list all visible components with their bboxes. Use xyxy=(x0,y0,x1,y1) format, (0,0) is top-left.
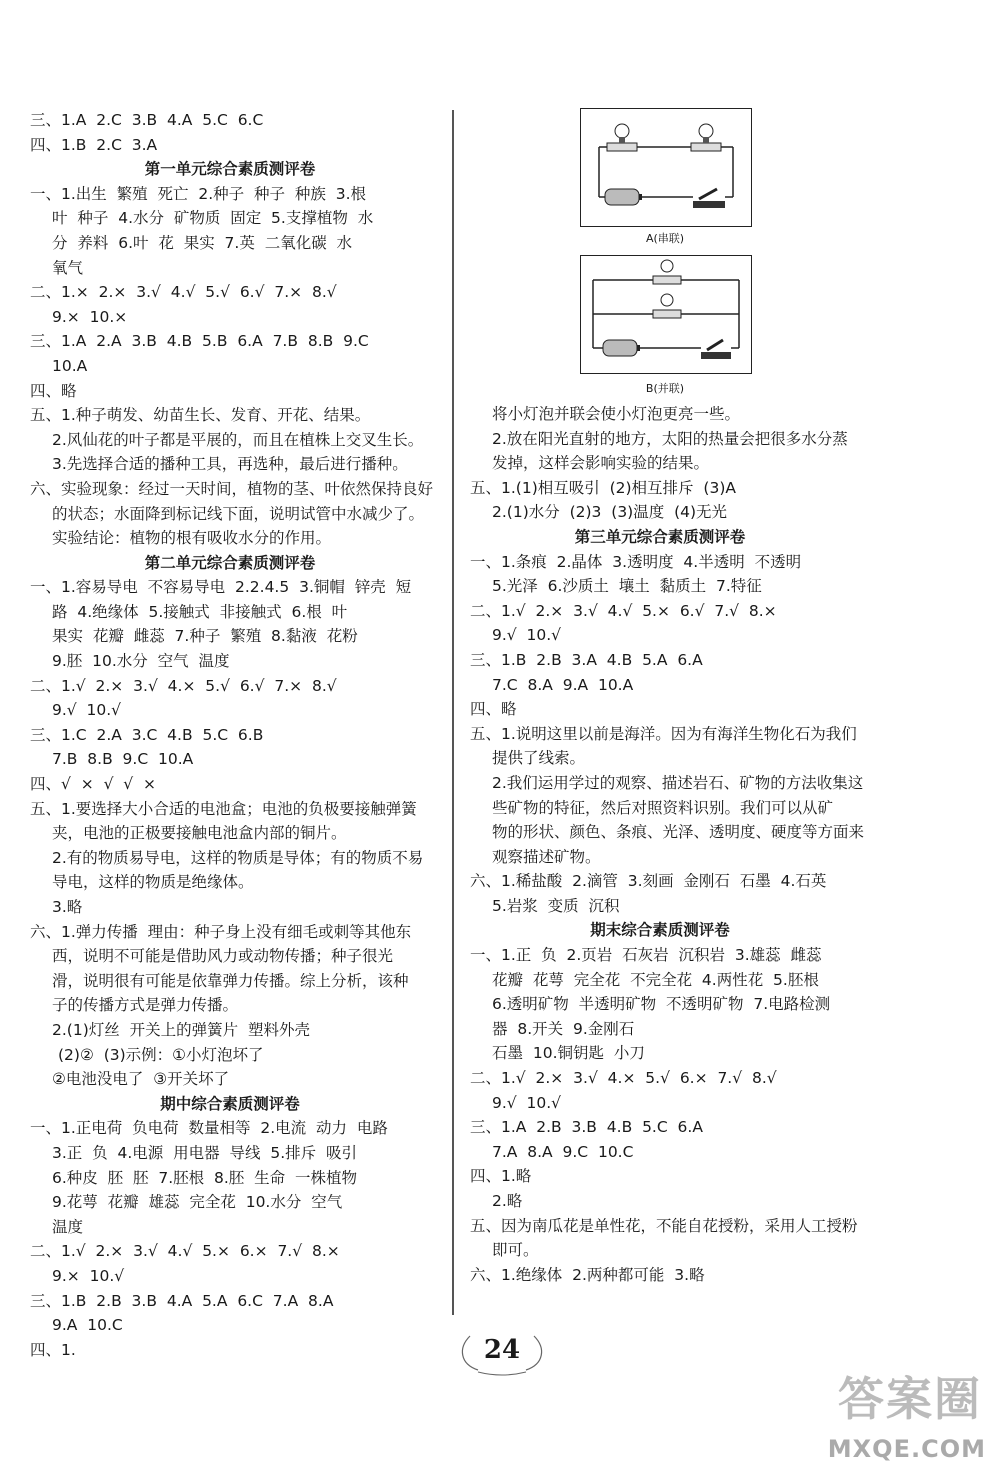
left-answer-line: 分 养料 6.叶 花 果实 7.英 二氧化碳 水 xyxy=(52,233,353,252)
right-answer-line: 花瓣 花萼 完全花 不完全花 4.两性花 5.胚根 xyxy=(492,970,819,989)
left-answer-line: 导电，这样的物质是绝缘体。 xyxy=(52,873,254,892)
left-answer-line: 3.先选择合适的播种工具，再选种，最后进行播种。 xyxy=(52,455,408,474)
left-answer-line: 子的传播方式是弹力传播。 xyxy=(52,996,239,1015)
left-answer-line: 9.A 10.C xyxy=(52,1316,123,1335)
right-answer-line: 些矿物的特征，然后对照资料识别。我们可以从矿 xyxy=(492,798,834,817)
left-answer-line: 滑，说明很有可能是依靠弹力传播。综上分析，该种 xyxy=(52,971,409,990)
column-divider xyxy=(452,110,454,1315)
left-answer-line: 二、1.× 2.× 3.√ 4.√ 5.√ 6.√ 7.× 8.√ xyxy=(30,283,337,302)
right-answer-line: 5.光泽 6.沙质土 壤土 黏质土 7.特征 xyxy=(492,577,762,596)
right-answer-line: 发掉，这样会影响实验的结果。 xyxy=(492,454,710,473)
right-answer-line: 2.略 xyxy=(492,1192,523,1210)
right-answer-line: 一、1.正 负 2.页岩 石灰岩 沉积岩 3.雄蕊 雌蕊 xyxy=(470,946,822,965)
right-answer-line: 四、略 xyxy=(470,700,517,719)
left-answer-line: 二、1.√ 2.× 3.√ 4.√ 5.× 6.× 7.√ 8.× xyxy=(30,1242,340,1261)
left-answer-line: 夹，电池的正极要接触电池盒内部的铜片。 xyxy=(52,824,347,843)
series-caption: A(串联) xyxy=(645,232,685,245)
left-answer-line: 9.胚 10.水分 空气 温度 xyxy=(52,652,230,671)
right-answer-line: 三、1.B 2.B 3.A 4.B 5.A 6.A xyxy=(470,650,703,669)
right-answer-line: 五、因为南瓜花是单性花，不能自花授粉，采用人工授粉 xyxy=(470,1216,858,1235)
series-circuit-drawing xyxy=(581,109,751,226)
right-answer-line: 6.透明矿物 半透明矿物 不透明矿物 7.电路检测 xyxy=(492,995,831,1014)
right-section-heading: 期末综合素质测评卷 xyxy=(590,921,730,940)
left-answer-line: 四、1.B 2.C 3.A xyxy=(30,135,158,154)
left-answer-line: 一、1.出生 繁殖 死亡 2.种子 种子 种族 3.根 xyxy=(30,184,366,203)
left-answer-line: 3.正 负 4.电源 用电器 导线 5.排斥 吸引 xyxy=(52,1143,357,1162)
left-answer-line: 3.略 xyxy=(52,898,83,916)
right-answer-line: 5.岩浆 变质 沉积 xyxy=(492,896,620,915)
left-answer-line: 的状态；水面降到标记线下面，说明试管中水减少了。 xyxy=(52,504,425,523)
right-answer-line: 观察描述矿物。 xyxy=(492,847,601,866)
left-answer-line: 2.(1)灯丝 开关上的弹簧片 塑料外壳 xyxy=(52,1020,310,1039)
left-answer-line: 二、1.√ 2.× 3.√ 4.× 5.√ 6.√ 7.× 8.√ xyxy=(30,676,337,695)
left-section-heading: 期中综合素质测评卷 xyxy=(160,1094,300,1113)
right-answer-line: 9.√ 10.√ xyxy=(492,626,562,645)
left-answer-line: 2.风仙花的叶子都是平展的，而且在植株上交叉生长。 xyxy=(52,430,424,449)
right-answer-line: 六、1.绝缘体 2.两种都可能 3.略 xyxy=(470,1265,705,1284)
right-answer-line: 五、1.说明这里以前是海洋。因为有海洋生物化石为我们 xyxy=(470,724,857,743)
left-answer-line: (2)② (3)示例：①小灯泡坏了 xyxy=(58,1045,264,1064)
parallel-caption: B(并联) xyxy=(645,382,685,395)
page-number: 24 xyxy=(483,1335,521,1365)
right-column xyxy=(470,402,865,1287)
left-answer-line: 四、√ × √ √ × xyxy=(30,775,157,794)
right-answer-line: 物的形状、颜色、条痕、光泽、透明度、硬度等方面来 xyxy=(492,823,865,842)
left-answer-line: 叶 种子 4.水分 矿物质 固定 5.支撑植物 水 xyxy=(52,209,374,228)
left-answer-line: 9.× 10.√ xyxy=(52,1266,125,1285)
left-answer-line: 9.√ 10.√ xyxy=(52,701,122,720)
left-answer-line: 三、1.A 2.C 3.B 4.A 5.C 6.C xyxy=(30,111,264,129)
right-answer-line: 提供了线索。 xyxy=(492,749,586,768)
right-answer-line: 9.√ 10.√ xyxy=(492,1093,562,1112)
parallel-circuit-diagram xyxy=(580,255,752,374)
right-answer-line: 六、1.稀盐酸 2.滴管 3.刻画 金刚石 石墨 4.石英 xyxy=(470,872,827,891)
right-answer-line: 器 8.开关 9.金刚石 xyxy=(492,1019,635,1038)
right-section-heading: 第三单元综合素质测评卷 xyxy=(574,527,746,546)
right-answer-line: 石墨 10.铜钥匙 小刀 xyxy=(492,1044,645,1063)
right-answer-line: 五、1.(1)相互吸引 (2)相互排斥 (3)A xyxy=(470,478,736,497)
series-circuit-diagram xyxy=(580,108,752,227)
left-answer-line: 果实 花瓣 雌蕊 7.种子 繁殖 8.黏液 花粉 xyxy=(52,627,358,646)
left-answer-line: 实验结论：植物的根有吸收水分的作用。 xyxy=(52,529,332,548)
left-answer-line: 7.B 8.B 9.C 10.A xyxy=(52,750,194,769)
left-answer-line: 氧气 xyxy=(52,258,84,277)
left-answer-line: 西，说明不可能是借助风力或动物传播；种子很光 xyxy=(52,947,394,966)
left-answer-line: 10.A xyxy=(52,356,88,375)
left-column xyxy=(30,108,434,1362)
right-answer-line: 二、1.√ 2.× 3.√ 4.× 5.√ 6.× 7.√ 8.√ xyxy=(470,1069,777,1088)
right-answer-line: 2.放在阳光直射的地方，太阳的热量会把很多水分蒸 xyxy=(492,429,848,448)
parallel-circuit-drawing xyxy=(581,256,751,373)
left-answer-line: ②电池没电了 ③开关坏了 xyxy=(52,1070,230,1089)
left-answer-line: 2.有的物质易导电，这样的物质是导体；有的物质不易 xyxy=(52,848,424,867)
left-answer-line: 六、1.弹力传播 理由：种子身上没有细毛或刺等其他东 xyxy=(30,922,412,941)
right-answer-line: 将小灯泡并联会使小灯泡更亮一些。 xyxy=(492,405,741,423)
left-section-heading: 第二单元综合素质测评卷 xyxy=(144,553,316,572)
watermark-logo: 答案圈 xyxy=(838,1372,982,1426)
left-answer-line: 温度 xyxy=(52,1217,84,1236)
left-answer-line: 六、实验现象：经过一天时间，植物的茎、叶依然保持良好 xyxy=(30,479,434,498)
left-answer-line: 五、1.种子萌发、幼苗生长、发育、开花、结果。 xyxy=(30,406,371,425)
right-answer-line: 一、1.条痕 2.晶体 3.透明度 4.半透明 不透明 xyxy=(470,552,802,571)
right-answer-line: 2.我们运用学过的观察、描述岩石、矿物的方法收集这 xyxy=(492,773,864,792)
left-answer-line: 一、1.正电荷 负电荷 数量相等 2.电流 动力 电路 xyxy=(30,1119,388,1138)
right-answer-line: 即可。 xyxy=(492,1241,539,1260)
right-answer-line: 2.(1)水分 (2)3 (3)温度 (4)无光 xyxy=(492,503,728,522)
right-answer-line: 四、1.略 xyxy=(470,1167,532,1186)
left-answer-line: 三、1.B 2.B 3.B 4.A 5.A 6.C 7.A 8.A xyxy=(30,1291,334,1310)
left-answer-line: 三、1.A 2.A 3.B 4.B 5.B 6.A 7.B 8.B 9.C xyxy=(30,332,369,351)
left-section-heading: 第一单元综合素质测评卷 xyxy=(144,160,316,179)
right-answer-line: 二、1.√ 2.× 3.√ 4.√ 5.× 6.√ 7.√ 8.× xyxy=(470,601,777,620)
right-answer-line: 三、1.A 2.B 3.B 4.B 5.C 6.A xyxy=(470,1118,703,1137)
left-answer-line: 四、略 xyxy=(30,381,77,400)
left-answer-line: 三、1.C 2.A 3.C 4.B 5.C 6.B xyxy=(30,725,264,744)
left-answer-line: 一、1.容易导电 不容易导电 2.2.4.5 3.铜帽 锌壳 短 xyxy=(30,578,412,597)
left-answer-line: 6.种皮 胚 胚 7.胚根 8.胚 生命 一株植物 xyxy=(52,1168,357,1187)
right-answer-line: 7.C 8.A 9.A 10.A xyxy=(492,675,634,694)
left-answer-line: 路 4.绝缘体 5.接触式 非接触式 6.根 叶 xyxy=(52,602,348,621)
right-answer-line: 7.A 8.A 9.C 10.C xyxy=(492,1142,634,1161)
left-answer-line: 9.花萼 花瓣 雄蕊 完全花 10.水分 空气 xyxy=(52,1193,343,1212)
left-answer-line: 四、1. xyxy=(30,1340,76,1359)
left-answer-line: 9.× 10.× xyxy=(52,307,128,326)
left-answer-line: 五、1.要选择大小合适的电池盒；电池的负极要接触弹簧 xyxy=(30,799,417,818)
watermark-url: MXQE.COM xyxy=(827,1435,986,1463)
